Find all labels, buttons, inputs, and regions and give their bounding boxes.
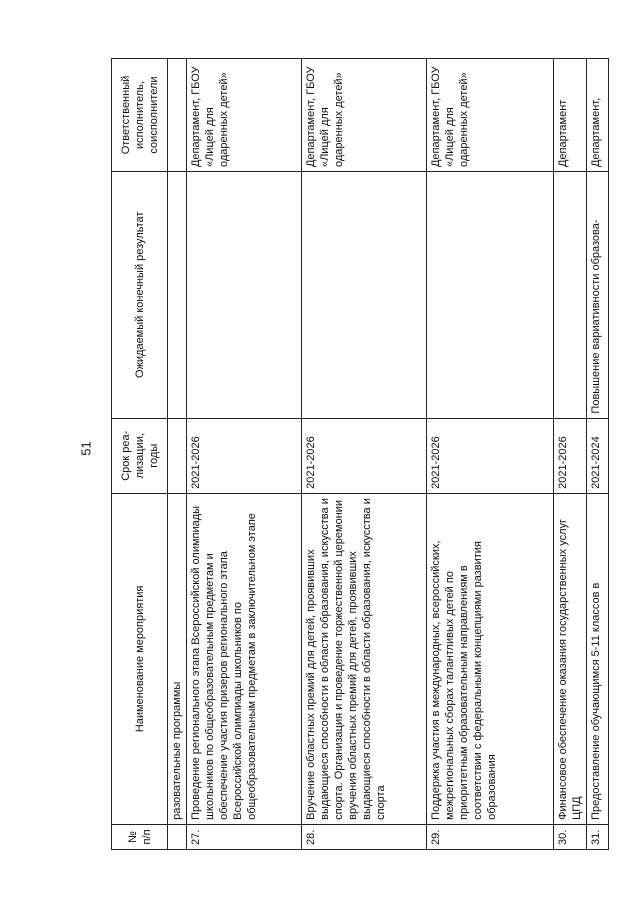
header-result: Ожидаемый конечный результат	[112, 172, 168, 419]
cell-num: 27.	[187, 824, 302, 849]
rotated-page-content	[111, 58, 631, 850]
cell-name: разовательные программы	[168, 493, 187, 824]
header-name: Наименование мероприятия	[112, 493, 168, 824]
cell-num: 30.	[554, 824, 587, 849]
table-header-row	[112, 59, 168, 850]
cell-result	[554, 172, 587, 419]
cell-responsible	[168, 59, 187, 172]
header-num: № п/п	[112, 824, 168, 849]
header-responsible: Ответственный исполнитель, соисполнители	[112, 59, 168, 172]
cell-responsible: Департамент, ГБОУ «Лицей для одаренных детей»	[302, 59, 427, 172]
page-number: 51	[78, 441, 94, 456]
cell-term: 2021-2026	[187, 418, 302, 493]
cell-result	[427, 172, 554, 419]
cell-name: Вручение областных премий для детей, проявивших выдающиеся способности в области образования, искусства и спорта. Организация и проведение торжественной церемонии вручения областных премий для детей, проявивших выдающиеся способности в области образования, искусства и спорта	[302, 493, 427, 824]
cell-name: Предоставление обучающимся 5-11 классов в	[587, 493, 609, 824]
cell-num: 28.	[302, 824, 427, 849]
cell-result	[302, 172, 427, 419]
cell-num: 31.	[587, 824, 609, 849]
table-row	[187, 59, 302, 850]
measures-table	[111, 58, 609, 850]
cell-num: 29.	[427, 824, 554, 849]
cell-term: 2021-2026	[302, 418, 427, 493]
cell-term: 2021-2024	[587, 418, 609, 493]
cell-responsible: Департамент,	[587, 59, 609, 172]
cell-result	[168, 172, 187, 419]
cell-term	[168, 418, 187, 493]
cell-term: 2021-2026	[427, 418, 554, 493]
cell-name: Проведение регионального этапа Всероссийской олимпиады школьников по общеобразовательным предметам и обеспечение участия призеров регионального этапа Всероссийской олимпиады школьников по общеобразовательным предметам в заключительном этапе	[187, 493, 302, 824]
table-row	[554, 59, 587, 850]
cell-responsible: Департамент, ГБОУ «Лицей для одаренных детей»	[187, 59, 302, 172]
table-row	[302, 59, 427, 850]
header-term: Срок реа-лизации, годы	[112, 418, 168, 493]
cell-num	[168, 824, 187, 849]
cell-name: Финансовое обеспечение оказания государственных услуг ЦПД	[554, 493, 587, 824]
cell-result: Повышение вариативности образова-	[587, 172, 609, 419]
cell-responsible: Департамент	[554, 59, 587, 172]
table-row	[168, 59, 187, 850]
cell-name: Поддержка участия в международных, всероссийских, межрегиональных сборах талантливых детей по приоритетным образовательным направлениям в соответствии с федеральными концепциями развития образования	[427, 493, 554, 824]
cell-responsible: Департамент, ГБОУ «Лицей для одаренных детей»	[427, 59, 554, 172]
table-row	[427, 59, 554, 850]
cell-result	[187, 172, 302, 419]
cell-term: 2021-2026	[554, 418, 587, 493]
table-row	[587, 59, 609, 850]
